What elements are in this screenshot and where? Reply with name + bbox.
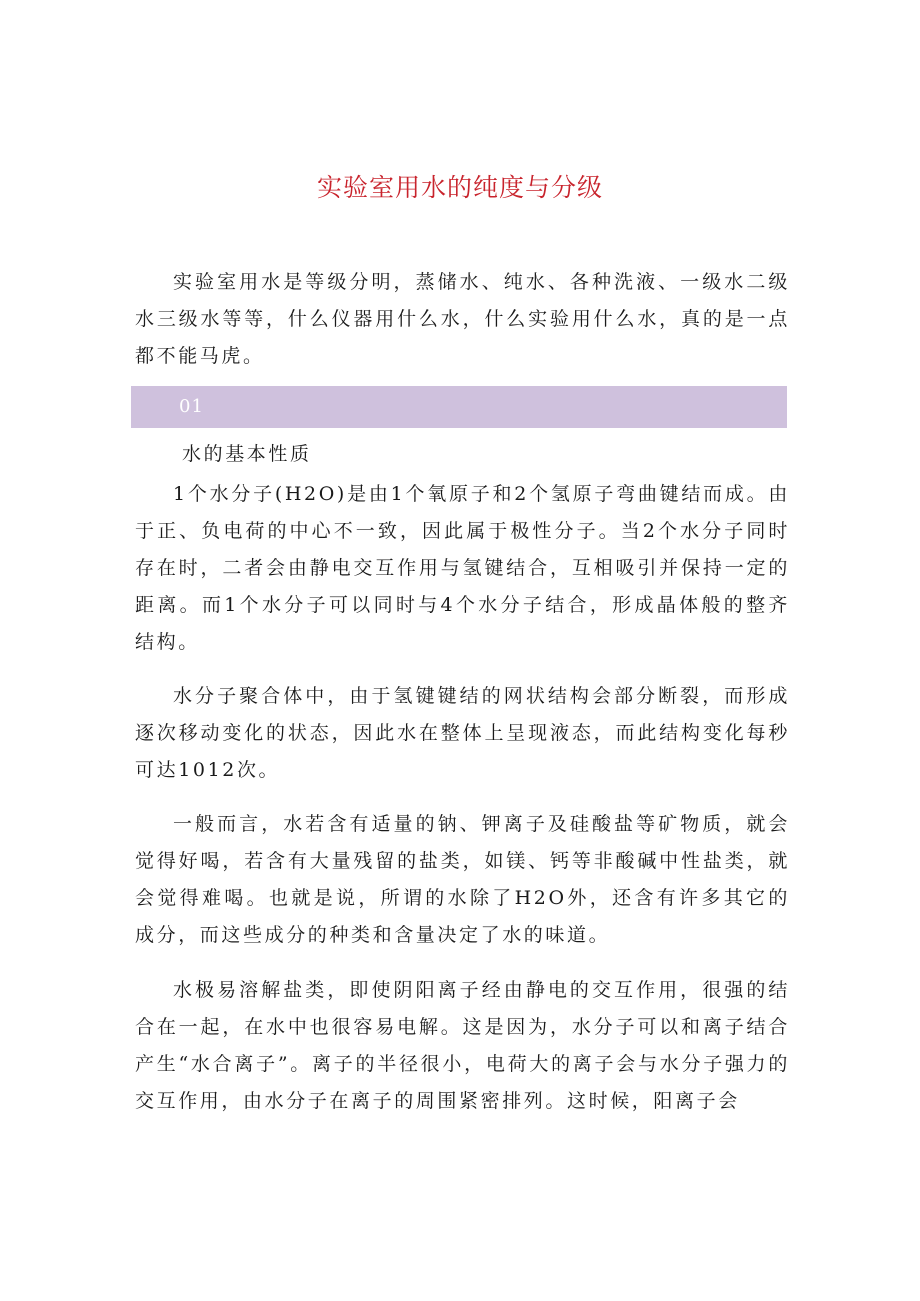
body-paragraph: 水分子聚合体中，由于氢键键结的网状结构会部分断裂，而形成逐次移动变化的状态，因此水在整体上呈现液态，而此结构变化每秒可达1012次。: [135, 685, 790, 781]
body-paragraph: 水极易溶解盐类，即使阴阳离子经由静电的交互作用，很强的结合在一起，在水中也很容易电解。这是因为，水分子可以和离子结合产生“水合离子”。离子的半径很小，电荷大的离子会与水分子强力的交互作用，由水分子在离子的周围紧密排列。这时候，阳离子会: [135, 979, 790, 1112]
section-number-band: [131, 386, 787, 428]
body-paragraph: 1个水分子(H2O)是由1个氧原子和2个氢原子弯曲键结而成。由于正、负电荷的中心不一致，因此属于极性分子。当2个水分子同时存在时，二者会由静电交互作用与氢键结合，互相吸引并保持一定的距离。而1个水分子可以同时与4个水分子结合，形成晶体般的整齐结构。: [135, 483, 790, 653]
section-heading: 水的基本性质: [182, 443, 312, 465]
body-paragraph: 一般而言，水若含有适量的钠、钾离子及硅酸盐等矿物质，就会觉得好喝，若含有大量残留的盐类，如镁、钙等非酸碱中性盐类，就会觉得难喝。也就是说，所谓的水除了H2O外，还含有许多其它的成分，而这些成分的种类和含量决定了水的味道。: [135, 813, 790, 946]
intro-paragraph: 实验室用水是等级分明，蒸储水、纯水、各种洗液、一级水二级水三级水等等，什么仪器用什么水，什么实验用什么水，真的是一点都不能马虎。: [135, 271, 790, 367]
document-title: 实验室用水的纯度与分级: [316, 173, 603, 202]
section-number: 01: [179, 396, 204, 417]
